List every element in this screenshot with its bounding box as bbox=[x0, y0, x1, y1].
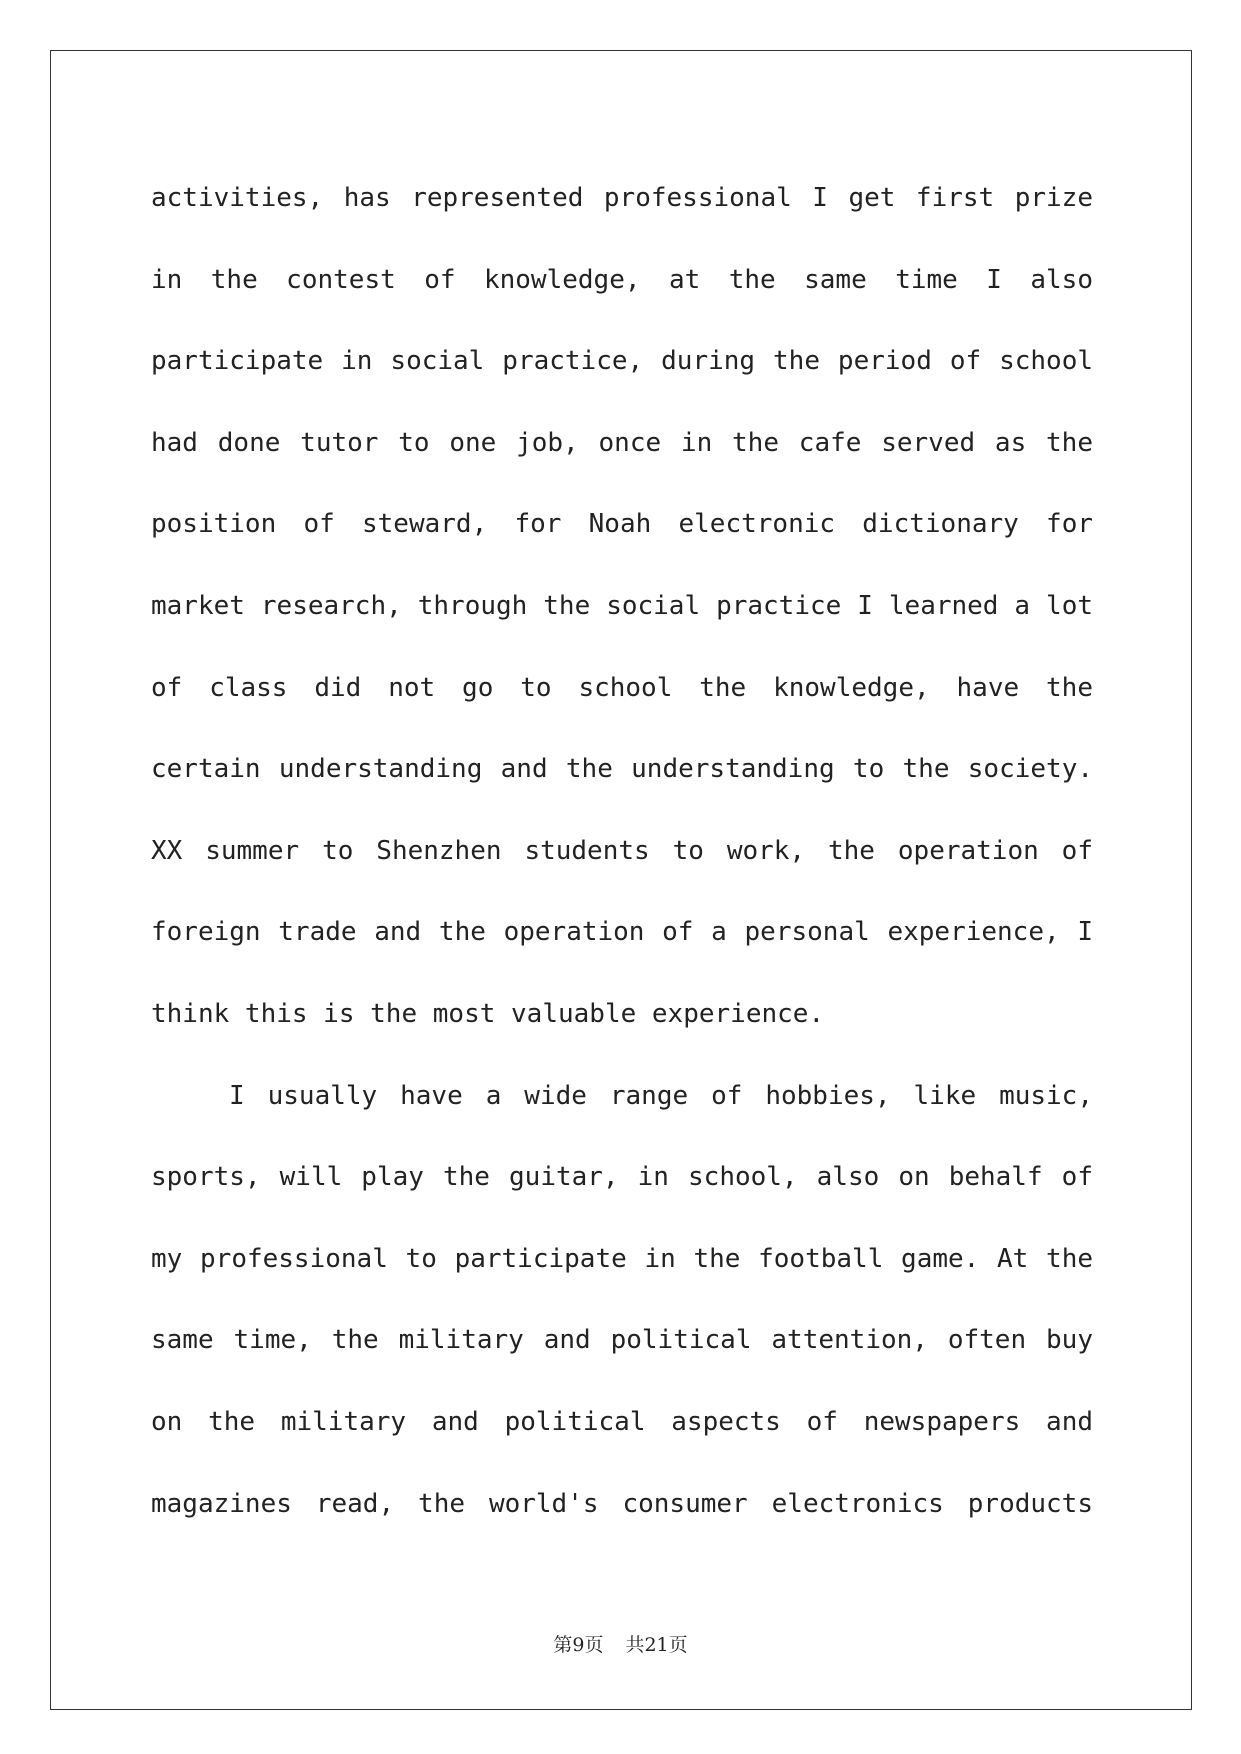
page-total: 共21页 bbox=[625, 1634, 688, 1656]
text-line: my professional to participate in the football game. At the bbox=[151, 1243, 1093, 1274]
text-line: foreign trade and the operation of a personal experience, I bbox=[151, 917, 1093, 948]
text-line: market research, through the social practice I learned a lot bbox=[151, 590, 1093, 621]
text-line: certain understanding and the understanding to the society. bbox=[151, 754, 1093, 785]
text-line: activities, has represented professional I get first prize bbox=[151, 183, 1093, 213]
text-line: of class did not go to school the knowledge, have the bbox=[151, 672, 1093, 703]
text-line-paragraph-start: I usually have a wide range of hobbies, like music, bbox=[229, 1080, 1093, 1111]
text-line-paragraph-end: think this is the most valuable experience. bbox=[151, 998, 825, 1029]
text-line: XX summer to Shenzhen students to work, the operation of bbox=[151, 835, 1093, 866]
text-line: on the military and political aspects of newspapers and bbox=[151, 1406, 1093, 1437]
text-line: in the contest of knowledge, at the same time I also bbox=[151, 264, 1093, 295]
text-line: participate in social practice, during the period of school bbox=[151, 346, 1093, 377]
text-line: same time, the military and political attention, often buy bbox=[151, 1325, 1093, 1356]
page-footer bbox=[0, 1630, 1241, 1657]
text-line: sports, will play the guitar, in school, also on behalf of bbox=[151, 1162, 1093, 1193]
text-line: magazines read, the world's consumer electronics products bbox=[151, 1488, 1093, 1519]
page-number: 第9页 bbox=[553, 1634, 604, 1656]
document-body bbox=[151, 158, 1093, 1545]
text-line: position of steward, for Noah electronic dictionary for bbox=[151, 509, 1093, 540]
text-line: had done tutor to one job, once in the cafe served as the bbox=[151, 427, 1093, 458]
